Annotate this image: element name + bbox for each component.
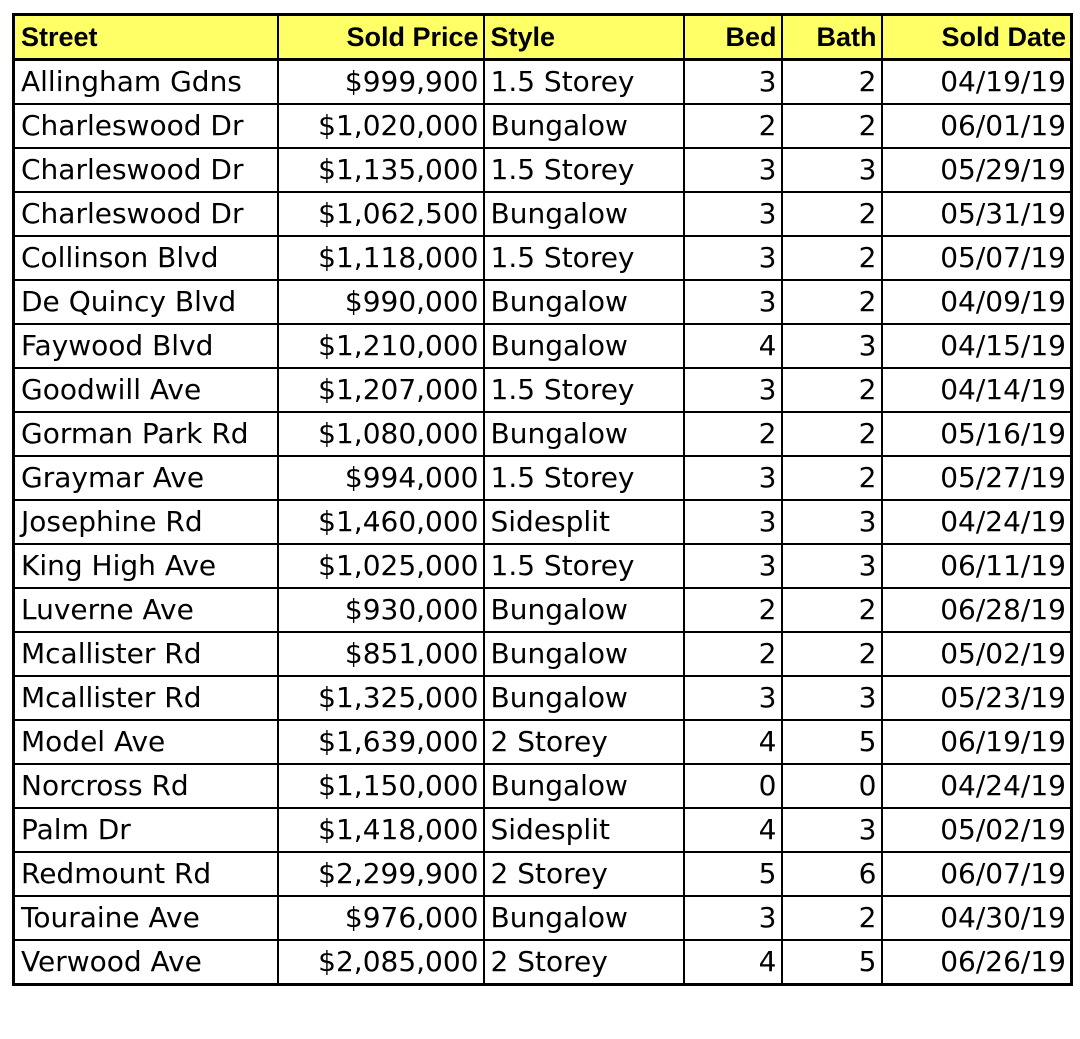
cell-sold-price[interactable]: $851,000 bbox=[278, 632, 484, 676]
cell-style[interactable]: 1.5 Storey bbox=[484, 60, 684, 105]
cell-style[interactable]: Bungalow bbox=[484, 764, 684, 808]
cell-bed[interactable]: 4 bbox=[684, 940, 782, 985]
table-header bbox=[14, 15, 1072, 60]
cell-style[interactable]: 2 Storey bbox=[484, 940, 684, 985]
table-row bbox=[14, 676, 1072, 720]
cell-street[interactable]: Josephine Rd bbox=[14, 500, 278, 544]
cell-style[interactable]: 1.5 Storey bbox=[484, 368, 684, 412]
cell-sold-price[interactable]: $1,062,500 bbox=[278, 192, 484, 236]
cell-bath[interactable]: 3 bbox=[782, 544, 882, 588]
table-row bbox=[14, 148, 1072, 192]
cell-style[interactable]: 2 Storey bbox=[484, 720, 684, 764]
cell-bed[interactable]: 4 bbox=[684, 808, 782, 852]
table-row bbox=[14, 940, 1072, 985]
cell-bath[interactable]: 3 bbox=[782, 500, 882, 544]
cell-street[interactable]: Goodwill Ave bbox=[14, 368, 278, 412]
cell-bed[interactable]: 2 bbox=[684, 412, 782, 456]
cell-street[interactable]: De Quincy Blvd bbox=[14, 280, 278, 324]
table-row bbox=[14, 632, 1072, 676]
cell-style[interactable]: 2 Storey bbox=[484, 852, 684, 896]
table-body bbox=[14, 60, 1072, 985]
cell-sold-price[interactable]: $2,085,000 bbox=[278, 940, 484, 985]
cell-style[interactable]: 1.5 Storey bbox=[484, 456, 684, 500]
cell-bed[interactable]: 2 bbox=[684, 588, 782, 632]
cell-sold-date[interactable]: 06/01/19 bbox=[882, 104, 1072, 148]
cell-bath[interactable]: 2 bbox=[782, 104, 882, 148]
cell-street[interactable]: Charleswood Dr bbox=[14, 192, 278, 236]
cell-bed[interactable]: 3 bbox=[684, 500, 782, 544]
cell-bath[interactable]: 2 bbox=[782, 632, 882, 676]
cell-street[interactable]: Luverne Ave bbox=[14, 588, 278, 632]
cell-street[interactable]: Charleswood Dr bbox=[14, 148, 278, 192]
cell-sold-price[interactable]: $1,025,000 bbox=[278, 544, 484, 588]
cell-bath[interactable]: 3 bbox=[782, 148, 882, 192]
header-sold-price[interactable]: Sold Price bbox=[278, 15, 484, 60]
header-row bbox=[14, 15, 1072, 60]
cell-street[interactable]: Charleswood Dr bbox=[14, 104, 278, 148]
cell-style[interactable]: 1.5 Storey bbox=[484, 544, 684, 588]
cell-sold-date[interactable]: 04/24/19 bbox=[882, 764, 1072, 808]
cell-style[interactable]: Bungalow bbox=[484, 324, 684, 368]
cell-sold-price[interactable]: $1,080,000 bbox=[278, 412, 484, 456]
cell-bed[interactable]: 3 bbox=[684, 456, 782, 500]
header-bed[interactable]: Bed bbox=[684, 15, 782, 60]
cell-bed[interactable]: 3 bbox=[684, 544, 782, 588]
cell-bed[interactable]: 3 bbox=[684, 368, 782, 412]
cell-style[interactable]: Bungalow bbox=[484, 676, 684, 720]
cell-street[interactable]: Graymar Ave bbox=[14, 456, 278, 500]
cell-sold-date[interactable]: 05/31/19 bbox=[882, 192, 1072, 236]
cell-bath[interactable]: 2 bbox=[782, 412, 882, 456]
header-bath[interactable]: Bath bbox=[782, 15, 882, 60]
cell-bed[interactable]: 3 bbox=[684, 236, 782, 280]
cell-bath[interactable]: 6 bbox=[782, 852, 882, 896]
table-row bbox=[14, 896, 1072, 940]
cell-bath[interactable]: 2 bbox=[782, 60, 882, 105]
cell-style[interactable]: Bungalow bbox=[484, 412, 684, 456]
cell-bath[interactable]: 5 bbox=[782, 720, 882, 764]
cell-bed[interactable]: 4 bbox=[684, 324, 782, 368]
table-row bbox=[14, 104, 1072, 148]
cell-sold-date[interactable]: 06/07/19 bbox=[882, 852, 1072, 896]
cell-style[interactable]: Bungalow bbox=[484, 104, 684, 148]
cell-sold-date[interactable]: 04/24/19 bbox=[882, 500, 1072, 544]
cell-bath[interactable]: 2 bbox=[782, 192, 882, 236]
cell-sold-price[interactable]: $1,020,000 bbox=[278, 104, 484, 148]
cell-sold-price[interactable]: $976,000 bbox=[278, 896, 484, 940]
cell-bath[interactable]: 2 bbox=[782, 236, 882, 280]
cell-sold-date[interactable]: 05/02/19 bbox=[882, 808, 1072, 852]
cell-style[interactable]: Bungalow bbox=[484, 588, 684, 632]
cell-street[interactable]: Verwood Ave bbox=[14, 940, 278, 985]
cell-sold-price[interactable]: $1,135,000 bbox=[278, 148, 484, 192]
cell-bath[interactable]: 3 bbox=[782, 324, 882, 368]
cell-bath[interactable]: 3 bbox=[782, 808, 882, 852]
cell-bath[interactable]: 3 bbox=[782, 676, 882, 720]
cell-sold-date[interactable]: 06/28/19 bbox=[882, 588, 1072, 632]
cell-bed[interactable]: 3 bbox=[684, 280, 782, 324]
cell-sold-date[interactable]: 06/19/19 bbox=[882, 720, 1072, 764]
cell-sold-price[interactable]: $990,000 bbox=[278, 280, 484, 324]
cell-style[interactable]: Bungalow bbox=[484, 632, 684, 676]
cell-sold-price[interactable]: $1,207,000 bbox=[278, 368, 484, 412]
cell-sold-date[interactable]: 05/29/19 bbox=[882, 148, 1072, 192]
cell-bed[interactable]: 3 bbox=[684, 676, 782, 720]
cell-bath[interactable]: 2 bbox=[782, 588, 882, 632]
cell-bed[interactable]: 4 bbox=[684, 720, 782, 764]
cell-sold-date[interactable]: 05/07/19 bbox=[882, 236, 1072, 280]
header-sold-date[interactable]: Sold Date bbox=[882, 15, 1072, 60]
cell-bath[interactable]: 2 bbox=[782, 456, 882, 500]
cell-street[interactable]: Redmount Rd bbox=[14, 852, 278, 896]
cell-style[interactable]: 1.5 Storey bbox=[484, 148, 684, 192]
cell-style[interactable]: Bungalow bbox=[484, 192, 684, 236]
cell-style[interactable]: Sidesplit bbox=[484, 500, 684, 544]
table-row bbox=[14, 60, 1072, 105]
cell-bed[interactable]: 3 bbox=[684, 60, 782, 105]
cell-street[interactable]: Palm Dr bbox=[14, 808, 278, 852]
table-row bbox=[14, 324, 1072, 368]
cell-sold-price[interactable]: $2,299,900 bbox=[278, 852, 484, 896]
cell-sold-date[interactable]: 04/14/19 bbox=[882, 368, 1072, 412]
table-row bbox=[14, 544, 1072, 588]
cell-sold-price[interactable]: $994,000 bbox=[278, 456, 484, 500]
cell-sold-date[interactable]: 05/23/19 bbox=[882, 676, 1072, 720]
cell-sold-date[interactable]: 05/02/19 bbox=[882, 632, 1072, 676]
cell-sold-date[interactable]: 05/27/19 bbox=[882, 456, 1072, 500]
cell-bath[interactable]: 2 bbox=[782, 280, 882, 324]
cell-sold-date[interactable]: 04/15/19 bbox=[882, 324, 1072, 368]
cell-street[interactable]: Mcallister Rd bbox=[14, 632, 278, 676]
table-row bbox=[14, 720, 1072, 764]
cell-sold-price[interactable]: $1,325,000 bbox=[278, 676, 484, 720]
cell-sold-price[interactable]: $1,418,000 bbox=[278, 808, 484, 852]
table-row bbox=[14, 456, 1072, 500]
cell-street[interactable]: Mcallister Rd bbox=[14, 676, 278, 720]
table-row bbox=[14, 852, 1072, 896]
cell-sold-price[interactable]: $1,118,000 bbox=[278, 236, 484, 280]
cell-street[interactable]: Collinson Blvd bbox=[14, 236, 278, 280]
cell-sold-date[interactable]: 04/19/19 bbox=[882, 60, 1072, 105]
cell-sold-date[interactable]: 04/30/19 bbox=[882, 896, 1072, 940]
cell-street[interactable]: King High Ave bbox=[14, 544, 278, 588]
cell-sold-price[interactable]: $1,210,000 bbox=[278, 324, 484, 368]
table-row bbox=[14, 280, 1072, 324]
cell-bath[interactable]: 2 bbox=[782, 896, 882, 940]
cell-bed[interactable]: 0 bbox=[684, 764, 782, 808]
cell-bath[interactable]: 2 bbox=[782, 368, 882, 412]
header-street[interactable]: Street bbox=[14, 15, 278, 60]
cell-street[interactable]: Touraine Ave bbox=[14, 896, 278, 940]
header-style[interactable]: Style bbox=[484, 15, 684, 60]
cell-sold-date[interactable]: 04/09/19 bbox=[882, 280, 1072, 324]
cell-style[interactable]: Sidesplit bbox=[484, 808, 684, 852]
cell-bed[interactable]: 3 bbox=[684, 148, 782, 192]
table-row bbox=[14, 588, 1072, 632]
cell-bed[interactable]: 3 bbox=[684, 192, 782, 236]
table-row bbox=[14, 764, 1072, 808]
cell-bed[interactable]: 2 bbox=[684, 632, 782, 676]
cell-sold-date[interactable]: 05/16/19 bbox=[882, 412, 1072, 456]
table-row bbox=[14, 368, 1072, 412]
cell-style[interactable]: Bungalow bbox=[484, 896, 684, 940]
cell-bed[interactable]: 3 bbox=[684, 896, 782, 940]
cell-style[interactable]: 1.5 Storey bbox=[484, 236, 684, 280]
cell-sold-price[interactable]: $1,639,000 bbox=[278, 720, 484, 764]
table-row bbox=[14, 412, 1072, 456]
cell-street[interactable]: Norcross Rd bbox=[14, 764, 278, 808]
cell-bed[interactable]: 2 bbox=[684, 104, 782, 148]
cell-bed[interactable]: 5 bbox=[684, 852, 782, 896]
cell-sold-date[interactable]: 06/11/19 bbox=[882, 544, 1072, 588]
sales-table bbox=[12, 13, 1073, 986]
table-row bbox=[14, 192, 1072, 236]
table-row bbox=[14, 808, 1072, 852]
cell-bath[interactable]: 5 bbox=[782, 940, 882, 985]
cell-street[interactable]: Gorman Park Rd bbox=[14, 412, 278, 456]
cell-sold-date[interactable]: 06/26/19 bbox=[882, 940, 1072, 985]
cell-style[interactable]: Bungalow bbox=[484, 280, 684, 324]
cell-sold-price[interactable]: $1,460,000 bbox=[278, 500, 484, 544]
cell-sold-price[interactable]: $1,150,000 bbox=[278, 764, 484, 808]
cell-street[interactable]: Faywood Blvd bbox=[14, 324, 278, 368]
cell-street[interactable]: Model Ave bbox=[14, 720, 278, 764]
cell-bath[interactable]: 0 bbox=[782, 764, 882, 808]
table-row bbox=[14, 236, 1072, 280]
table-row bbox=[14, 500, 1072, 544]
cell-street[interactable]: Allingham Gdns bbox=[14, 60, 278, 105]
cell-sold-price[interactable]: $999,900 bbox=[278, 60, 484, 105]
cell-sold-price[interactable]: $930,000 bbox=[278, 588, 484, 632]
